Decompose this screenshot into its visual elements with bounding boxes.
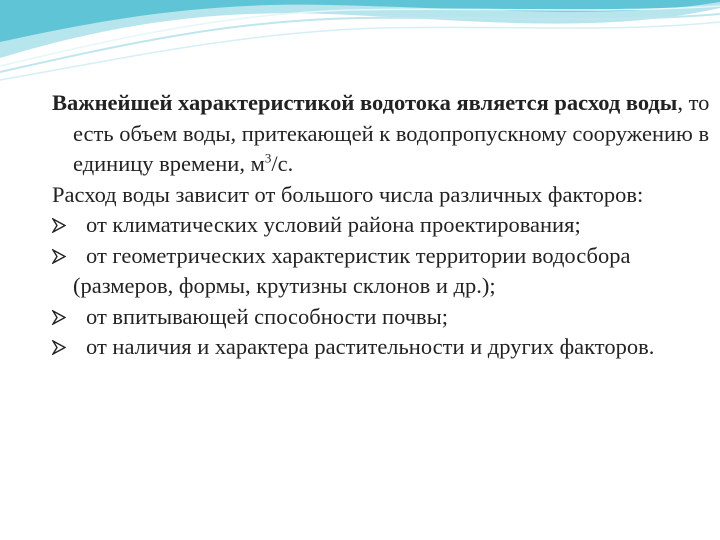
header-wave-decoration: [0, 0, 720, 90]
intro-rest: , то есть объем воды, притекающей к водопропускному сооружению в единицу времени, м: [73, 90, 710, 176]
arrow-bullet-icon: [52, 218, 66, 233]
arrow-bullet-icon: [52, 249, 66, 264]
bullet-text: от климатических условий района проектирования;: [86, 212, 581, 237]
unit-exponent: 3: [264, 150, 272, 166]
bullet-item: [52, 241, 712, 302]
unit-tail: /с.: [271, 151, 294, 176]
factors-intro-paragraph: Расход воды зависит от большого числа различных факторов:: [52, 181, 644, 207]
intro-paragraph: [52, 88, 712, 180]
bullet-text: от геометрических характеристик территории водосбора (размеров, формы, крутизны склонов и др.);: [73, 242, 631, 298]
slide-body: [52, 88, 712, 363]
bullet-text: от наличия и характера растительности и других факторов.: [86, 334, 655, 359]
arrow-bullet-icon: [52, 310, 66, 325]
bullet-item: [52, 210, 712, 241]
intro-lead: Важнейшей характеристикой водотока является: [52, 90, 549, 115]
bullet-item: [52, 332, 712, 363]
key-term: расход воды: [554, 90, 678, 115]
arrow-bullet-icon: [52, 340, 66, 355]
bullet-text: от впитывающей способности почвы;: [86, 303, 449, 329]
bullet-item: [52, 302, 712, 333]
